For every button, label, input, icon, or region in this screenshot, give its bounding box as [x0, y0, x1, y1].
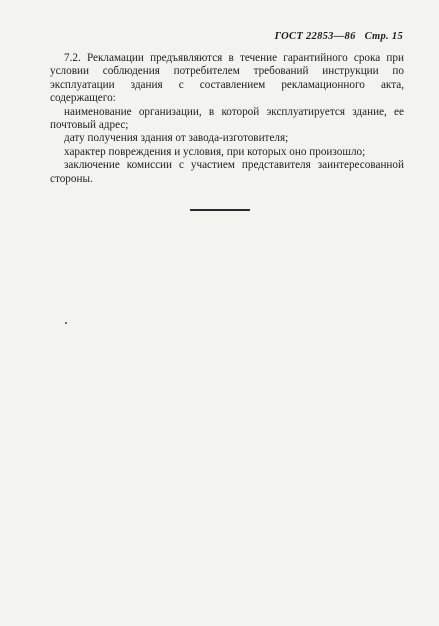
list-item-damage-nature: характер повреждения и условия, при которых оно произошло;: [64, 145, 366, 158]
list-item-organization: наименование организации, в которой эксплуатируется здание, ее почтовый адрес;: [50, 105, 404, 132]
page-header: [275, 31, 403, 42]
paragraph-7-2: 7.2. Рекламации предъявляются в течение гарантийного срока при условии соблюдения потребителем требований инструкции по эксплуатации здания с составлением рекламационного акта, содержащего:: [50, 52, 404, 105]
scan-speck: [65, 322, 67, 324]
section-divider: [190, 209, 250, 211]
document-body: [50, 52, 404, 186]
page-number: Стр. 15: [364, 31, 403, 42]
list-item-commission-conclusion: заключение комиссии с участием представителя заинтересованной стороны.: [50, 159, 404, 185]
list-item-receipt-date: дату получения здания от завода-изготовителя;: [64, 132, 289, 145]
standard-id: ГОСТ 22853—86: [274, 31, 356, 42]
